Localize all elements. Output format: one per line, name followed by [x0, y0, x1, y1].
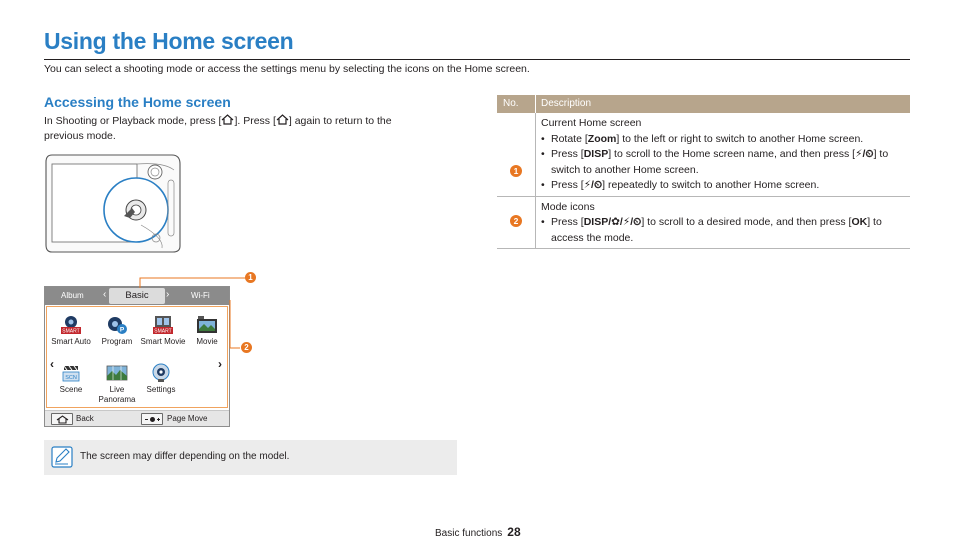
home-icon — [221, 114, 234, 125]
row-description — [541, 113, 910, 196]
column-divider — [535, 95, 536, 113]
note-text: The screen may differ depending on the model. — [80, 451, 290, 462]
page-footer — [435, 525, 521, 539]
mode-label: Settings — [146, 385, 176, 394]
home-icon — [56, 415, 69, 424]
callout-1: 1 — [245, 272, 256, 283]
footer-section: Basic functions — [435, 528, 503, 539]
camera-illustration — [44, 150, 184, 255]
chevron-right-icon[interactable]: › — [166, 289, 170, 300]
live-panorama-icon — [106, 363, 128, 383]
tab-album[interactable]: Album — [61, 291, 84, 300]
section-text-part: ] again to return to the previous mode. — [44, 115, 392, 142]
program-icon — [106, 315, 128, 335]
tab-wifi[interactable]: Wi-Fi — [191, 291, 210, 300]
section-title: Accessing the Home screen — [44, 94, 231, 110]
row-number-badge: 1 — [510, 165, 522, 177]
list-item: • Rotate [Zoom] to the left or right to switch to another Home screen. — [541, 132, 910, 148]
section-text — [44, 114, 434, 144]
mode-label: Program — [101, 337, 133, 346]
tab-basic[interactable]: Basic — [109, 288, 165, 304]
page-title: Using the Home screen — [44, 28, 294, 54]
column-header-description: Description — [541, 98, 592, 109]
callout-lines — [130, 270, 255, 360]
back-label: Back — [76, 414, 94, 423]
back-button[interactable] — [51, 413, 73, 425]
row-heading: Current Home screen — [541, 117, 642, 129]
title-divider — [44, 59, 910, 60]
column-divider — [535, 113, 536, 196]
chevron-left-icon[interactable]: ‹ — [103, 289, 107, 300]
mode-scene[interactable] — [48, 363, 94, 395]
note-box — [44, 440, 457, 475]
mode-smart-auto[interactable] — [48, 315, 94, 347]
table-row — [497, 197, 910, 250]
home-screen-footer — [45, 410, 229, 426]
settings-icon — [150, 363, 172, 383]
mode-live-panorama[interactable] — [94, 363, 140, 405]
smart-auto-icon — [60, 315, 82, 335]
page-move-label: Page Move — [167, 414, 208, 423]
callout-2: 2 — [241, 342, 252, 353]
row-heading: Mode icons — [541, 200, 595, 213]
page-move-button[interactable] — [141, 413, 163, 425]
svg-text:SCN: SCN — [65, 375, 77, 381]
chevron-right-icon[interactable]: › — [218, 357, 222, 371]
list-item: • Press [DISP/✿/⚡/⏲] to scroll to a desired mode, and then press [OK] to access the mode. — [541, 215, 910, 246]
page-number: 28 — [507, 525, 521, 539]
mode-label: Movie — [196, 337, 218, 346]
mode-label: Smart Movie — [140, 337, 186, 346]
svg-text:SMART: SMART — [154, 328, 172, 335]
svg-text:P: P — [119, 326, 125, 334]
row-description — [541, 197, 910, 249]
section-text-part: ]. Press [ — [234, 115, 276, 127]
table-row — [497, 113, 910, 197]
mode-settings[interactable] — [138, 363, 184, 395]
column-divider — [535, 197, 536, 249]
intro-text: You can select a shooting mode or access the settings menu by selecting the icons on the Home screen. — [44, 63, 530, 75]
home-icon — [276, 114, 289, 125]
scene-icon — [60, 363, 82, 383]
section-text-part: In Shooting or Playback mode, press [ — [44, 115, 222, 127]
mode-label: Live Panorama — [98, 385, 136, 404]
chevron-left-icon[interactable]: ‹ — [50, 357, 54, 371]
svg-text:SMART: SMART — [62, 328, 80, 335]
list-item: • Press [⚡/⏲] repeatedly to switch to another Home screen. — [541, 178, 910, 194]
mode-label: Smart Auto — [51, 337, 91, 346]
description-table — [497, 95, 910, 249]
zoom-lever-icon — [144, 415, 161, 424]
note-icon — [51, 446, 73, 468]
column-header-no: No. — [503, 98, 519, 109]
row-number-badge: 2 — [510, 215, 522, 227]
list-item: • Press [DISP] to scroll to the Home screen name, and then press [⚡/⏲] to switch to another Home screen. — [541, 147, 910, 178]
mode-label: Scene — [59, 385, 83, 394]
table-header — [497, 95, 910, 113]
